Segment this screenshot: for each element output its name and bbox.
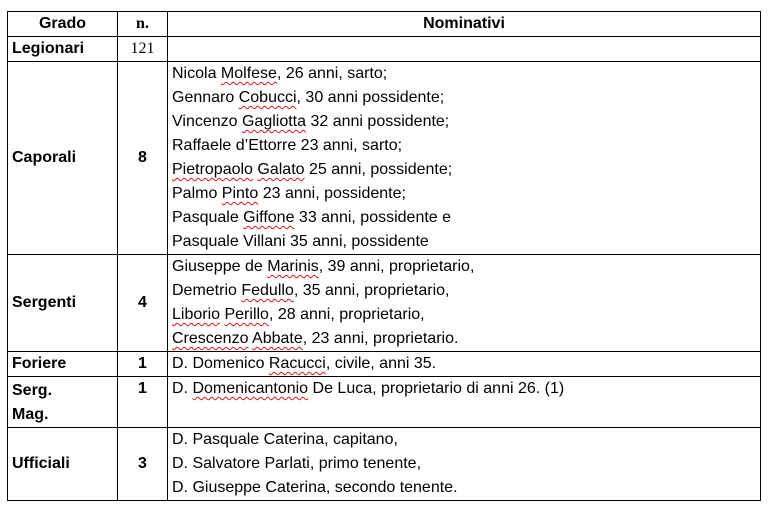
spellcheck-word: Abbate [252,330,303,347]
spellcheck-word: Domenicantonio [192,380,309,397]
nominativo-line: D. Pasquale Caterina, capitano, [172,431,398,448]
nominativo-line: Vincenzo Gagliotta 32 anni possidente; [172,113,450,130]
nominativo-line: D. Domenico Racucci, civile, anni 35. [172,355,437,372]
spellcheck-word: Pietropaolo [172,161,253,178]
nominativo-line: Giuseppe de Marinis, 39 anni, proprietario, [172,258,475,275]
grado-line: Mag. [12,406,49,423]
grado-cell: Ufficiali [8,428,118,501]
count-cell: 8 [118,62,168,255]
spellcheck-word: Gagliotta [241,113,307,130]
header-row [8,12,761,37]
row-legionari [8,37,761,62]
row-sergenti [8,255,761,352]
nominativo-line: Pietropaolo Galato 25 anni, possidente; [172,161,453,178]
row-serg-mag [8,377,761,428]
nominativi-cell [168,255,761,352]
nominativi-cell [168,352,761,377]
nominativo-line: Demetrio Fedullo, 35 anni, proprietario, [172,282,450,299]
spellcheck-word: Molfese [220,65,277,82]
row-ufficiali [8,428,761,501]
count-cell: 1 [118,377,168,428]
grado-cell: Caporali [8,62,118,255]
spellcheck-word: Pinto [221,185,259,202]
header-nominativi: Nominativi [168,12,761,37]
count-cell: 3 [118,428,168,501]
row-caporali [8,62,761,255]
nominativi-cell [168,37,761,62]
spellcheck-word: Giffone [243,209,295,226]
nominativo-line: Pasquale Giffone 33 anni, possidente e [172,209,452,226]
nominativo-line: Raffaele d’Ettorre 23 anni, sarto; [172,137,403,154]
spellcheck-word: Crescenzo [172,330,249,347]
nominativi-cell [168,62,761,255]
grado-cell [8,377,118,428]
row-foriere [8,352,761,377]
spellcheck-word: Perillo [224,306,269,323]
header-grado: Grado [8,12,118,37]
nominativi-cell [168,428,761,501]
nominativo-line: Liborio Perillo, 28 anni, proprietario, [172,306,425,323]
spellcheck-word: Liborio [172,306,221,323]
header-n: n. [118,12,168,37]
count-cell: 1 [118,352,168,377]
count-cell: 4 [118,255,168,352]
nominativo-line: Nicola Molfese, 26 anni, sarto; [172,65,388,82]
nominativo-line: Gennaro Cobucci, 30 anni possidente; [172,89,445,106]
nominativo-line: Palmo Pinto 23 anni, possidente; [172,185,406,202]
nominativi-cell [168,377,761,428]
spellcheck-word: Galato [257,161,305,178]
grado-cell: Legionari [8,37,118,62]
spellcheck-word: Racucci [268,355,326,372]
grado-cell: Foriere [8,352,118,377]
count-cell: 121 [118,37,168,62]
nominativo-line: D. Giuseppe Caterina, secondo tenente. [172,479,458,496]
nominativo-line: D. Salvatore Parlati, primo tenente, [172,455,422,472]
nominativo-line: Pasquale Villani 35 anni, possidente [172,233,429,250]
grado-line: Serg. [12,382,53,399]
nominativo-line: D. Domenicantonio De Luca, proprietario di anni 26. (1) [172,380,565,397]
spellcheck-word: Marinis [267,258,319,275]
nominativi-table [7,11,761,501]
grado-cell: Sergenti [8,255,118,352]
spellcheck-word: Cobucci [238,89,297,106]
nominativo-line: Crescenzo Abbate, 23 anni, proprietario. [172,330,459,347]
spellcheck-word: Fedullo [241,282,294,299]
